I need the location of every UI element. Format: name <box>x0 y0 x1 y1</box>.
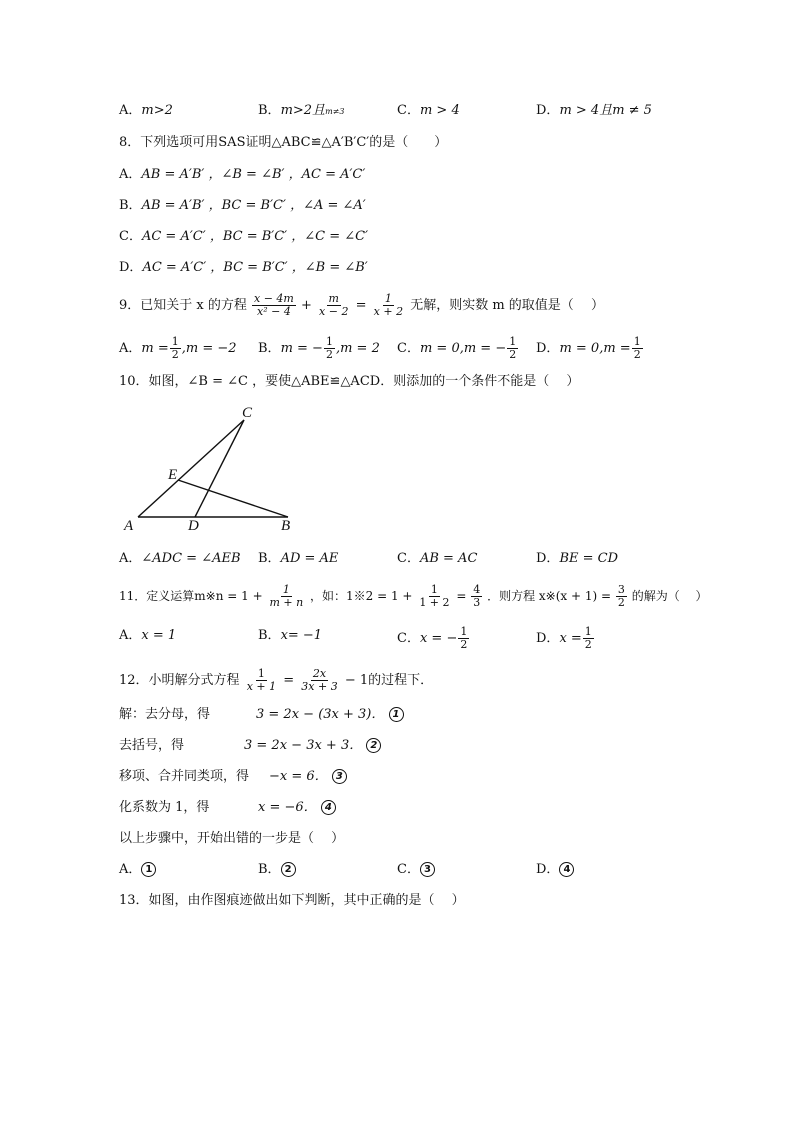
q7-option-b <box>258 101 344 122</box>
fraction <box>632 336 643 361</box>
q7-option-c <box>397 101 460 121</box>
q10-option-a <box>119 549 241 569</box>
denominator: 2 <box>633 348 641 361</box>
option-letter: D． <box>536 862 560 877</box>
option-text: m = 0,m = − <box>419 341 507 356</box>
option-letter: A． <box>119 167 142 182</box>
label-e: E <box>168 467 178 483</box>
numerator: 1 <box>384 292 392 305</box>
q10-option-c <box>397 549 477 569</box>
denominator: 1 + 2 <box>419 596 450 609</box>
fraction <box>245 668 278 693</box>
fraction <box>317 293 350 318</box>
fraction <box>458 626 469 651</box>
fraction <box>471 584 482 609</box>
q9-stem <box>119 293 604 318</box>
step-label: 去括号，得 <box>119 738 185 753</box>
q10-stem: 10．如图，∠B = ∠C ，要使△ABE≌△ACD．则添加的一个条件不能是（ ） <box>119 374 580 389</box>
q8-option-b <box>119 196 366 216</box>
option-letter: B． <box>258 341 281 356</box>
q8-option-d <box>119 258 368 278</box>
step-expression <box>256 705 404 725</box>
option-marker: 4 <box>559 862 574 877</box>
numerator: x − 4m <box>254 292 294 305</box>
numerator: 1 <box>460 625 468 638</box>
q13-stem: 13．如图，由作图痕迹做出如下判断，其中正确的是（ ） <box>119 893 465 908</box>
numerator: 4 <box>473 583 481 596</box>
option-text: AC = A′C′ ，BC = B′C′ ，∠C = ∠C′ <box>141 229 369 244</box>
option-letter: C． <box>397 551 420 566</box>
stem-text: 12．小明解分式方程 <box>119 673 240 688</box>
option-marker: 3 <box>420 862 435 877</box>
option-letter: A． <box>119 551 142 566</box>
q12-question: 以上步骤中，开始出错的一步是（ ） <box>119 831 345 846</box>
q11-option-c <box>397 626 470 651</box>
q11-option-d <box>536 626 595 651</box>
operator: = <box>456 589 467 603</box>
step-label: 移项、合并同类项，得 <box>119 769 250 784</box>
option-text: m = − <box>280 341 323 356</box>
option-letter: B． <box>119 198 142 213</box>
step-marker: 1 <box>389 707 404 722</box>
fraction <box>299 668 339 693</box>
option-marker: 1 <box>141 862 156 877</box>
step-label: 化系数为 1，得 <box>119 800 210 815</box>
stem-text: 无解，则实数 m 的取值是（ ） <box>410 298 604 313</box>
step-marker: 3 <box>332 769 347 784</box>
denominator: 2 <box>460 638 468 651</box>
label-b: B <box>281 518 291 534</box>
stem-text: ，如：1※2 = 1 + <box>310 589 413 603</box>
option-text: ,m = −2 <box>181 341 237 356</box>
denominator: 3x + 3 <box>301 680 338 693</box>
option-text: ,m = 2 <box>335 341 380 356</box>
q12-step-4 <box>119 798 332 818</box>
option-letter: D． <box>536 341 560 356</box>
denominator: x + 1 <box>246 680 277 693</box>
option-letter: B． <box>258 628 281 643</box>
option-letter: C． <box>397 862 420 877</box>
option-text: m = <box>141 341 169 356</box>
denominator: x + 2 <box>373 305 404 318</box>
q9-option-b <box>258 336 380 361</box>
denominator: m + n <box>269 596 304 609</box>
option-letter: A． <box>119 103 142 118</box>
q7-option-a <box>119 101 173 121</box>
fraction <box>267 584 305 609</box>
q11-option-b <box>258 626 322 646</box>
fraction <box>372 293 405 318</box>
q12-option-c <box>397 860 435 880</box>
stem-text: ．则方程 x※(x + 1) = <box>487 589 612 603</box>
q10-triangle-figure <box>118 400 308 535</box>
denominator: x − 2 <box>319 305 349 318</box>
stem-text: 11．定义运算m※n = 1 + <box>119 589 263 603</box>
fraction <box>252 293 296 318</box>
segment-cd <box>195 420 244 517</box>
q12-option-b <box>258 860 296 880</box>
q8-stem: 8．下列选项可用SAS证明△ABC≌△A′B′C′的是（ ） <box>119 135 448 150</box>
operator: + <box>301 298 312 313</box>
numerator: 1 <box>430 583 438 596</box>
step-marker: 4 <box>321 800 336 815</box>
option-letter: C． <box>397 341 420 356</box>
segment-eb <box>178 480 288 517</box>
option-letter: D． <box>536 551 560 566</box>
numerator: 3 <box>617 583 625 596</box>
option-text: m>2 <box>141 103 173 118</box>
numerator: 1 <box>584 625 592 638</box>
step-expr-text: −x = 6． <box>269 769 328 784</box>
option-text: m > 4且m ≠ 5 <box>559 103 652 118</box>
denominator: 3 <box>473 596 481 609</box>
q9-option-a <box>119 336 237 361</box>
option-letter: D． <box>536 631 560 646</box>
option-text: x = 1 <box>141 628 177 643</box>
option-marker: 2 <box>281 862 296 877</box>
option-text: m > 4 <box>419 103 460 118</box>
option-tail: m≠3 <box>325 107 345 116</box>
q12-step-1 <box>119 705 400 725</box>
fraction <box>507 336 518 361</box>
denominator: 2 <box>509 348 517 361</box>
option-letter: D． <box>119 260 143 275</box>
fraction <box>616 584 627 609</box>
option-letter: C． <box>397 631 420 646</box>
operator: = <box>283 673 295 688</box>
fraction <box>170 336 181 361</box>
option-letter: B． <box>258 103 281 118</box>
option-letter: A． <box>119 862 142 877</box>
numerator: 1 <box>325 335 333 348</box>
step-expr-text: 3 = 2x − (3x + 3)． <box>256 707 385 722</box>
label-d: D <box>188 518 199 534</box>
numerator: 1 <box>282 583 290 596</box>
option-letter: D． <box>536 103 560 118</box>
step-expr-text: x = −6． <box>258 800 317 815</box>
denominator: 2 <box>617 596 625 609</box>
option-letter: B． <box>258 551 281 566</box>
stem-text: 的解为（ ） <box>631 589 708 603</box>
q12-option-d <box>536 860 574 880</box>
operator: = <box>355 298 367 313</box>
q12-stem <box>119 668 433 693</box>
option-text: x= −1 <box>280 628 323 643</box>
step-marker: 2 <box>366 738 381 753</box>
q12-step-3 <box>119 767 343 787</box>
numerator: m <box>328 292 339 305</box>
option-text: AB = A′B′ ，BC = B′C′ ，∠A = ∠A′ <box>141 198 366 213</box>
q12-option-a <box>119 860 156 880</box>
segment-ac <box>138 420 244 517</box>
step-expression <box>269 767 347 787</box>
numerator: 1 <box>257 667 265 680</box>
denominator: 2 <box>584 638 592 651</box>
option-text: BE = CD <box>559 551 619 566</box>
option-text: m = 0,m = <box>559 341 631 356</box>
step-expression <box>244 736 381 756</box>
stem-text: − 1的过程下． <box>344 673 434 688</box>
denominator: 2 <box>171 348 179 361</box>
stem-text: 9．已知关于 x 的方程 <box>119 298 247 313</box>
q8-option-a <box>119 165 365 185</box>
fraction <box>417 584 451 609</box>
option-letter: B． <box>258 862 281 877</box>
q9-option-d <box>536 336 644 361</box>
q7-option-d <box>536 101 652 121</box>
denominator: x² − 4 <box>257 305 291 318</box>
q8-option-c <box>119 227 368 247</box>
step-expr-text: 3 = 2x − 3x + 3． <box>244 738 363 753</box>
option-letter: A． <box>119 341 142 356</box>
option-text: AB = AC <box>419 551 478 566</box>
step-label: 解：去分母，得 <box>119 707 211 722</box>
numerator: 2x <box>312 667 327 680</box>
option-text: x = <box>559 631 582 646</box>
option-letter: A． <box>119 628 142 643</box>
fraction <box>583 626 594 651</box>
q9-option-c <box>397 336 519 361</box>
option-text: m>2且 <box>280 103 326 118</box>
option-text: AD = AE <box>280 551 339 566</box>
q11-option-a <box>119 626 176 646</box>
step-expression <box>258 798 336 818</box>
numerator: 1 <box>633 335 641 348</box>
option-letter: C． <box>397 103 420 118</box>
q10-option-b <box>258 549 338 569</box>
option-text: ∠ADC = ∠AEB <box>141 551 241 566</box>
denominator: 2 <box>325 348 333 361</box>
option-letter: C． <box>119 229 142 244</box>
q12-step-2 <box>119 736 378 756</box>
numerator: 1 <box>509 335 517 348</box>
q11-stem <box>119 584 708 609</box>
label-c: C <box>242 405 253 421</box>
fraction <box>324 336 335 361</box>
option-text: AC = A′C′ ，BC = B′C′ ，∠B = ∠B′ <box>142 260 368 275</box>
q10-option-d <box>536 549 618 569</box>
label-a: A <box>124 518 134 534</box>
option-text: x = − <box>419 631 458 646</box>
option-text: AB = A′B′ ，∠B = ∠B′ ，AC = A′C′ <box>141 167 366 182</box>
numerator: 1 <box>171 335 179 348</box>
